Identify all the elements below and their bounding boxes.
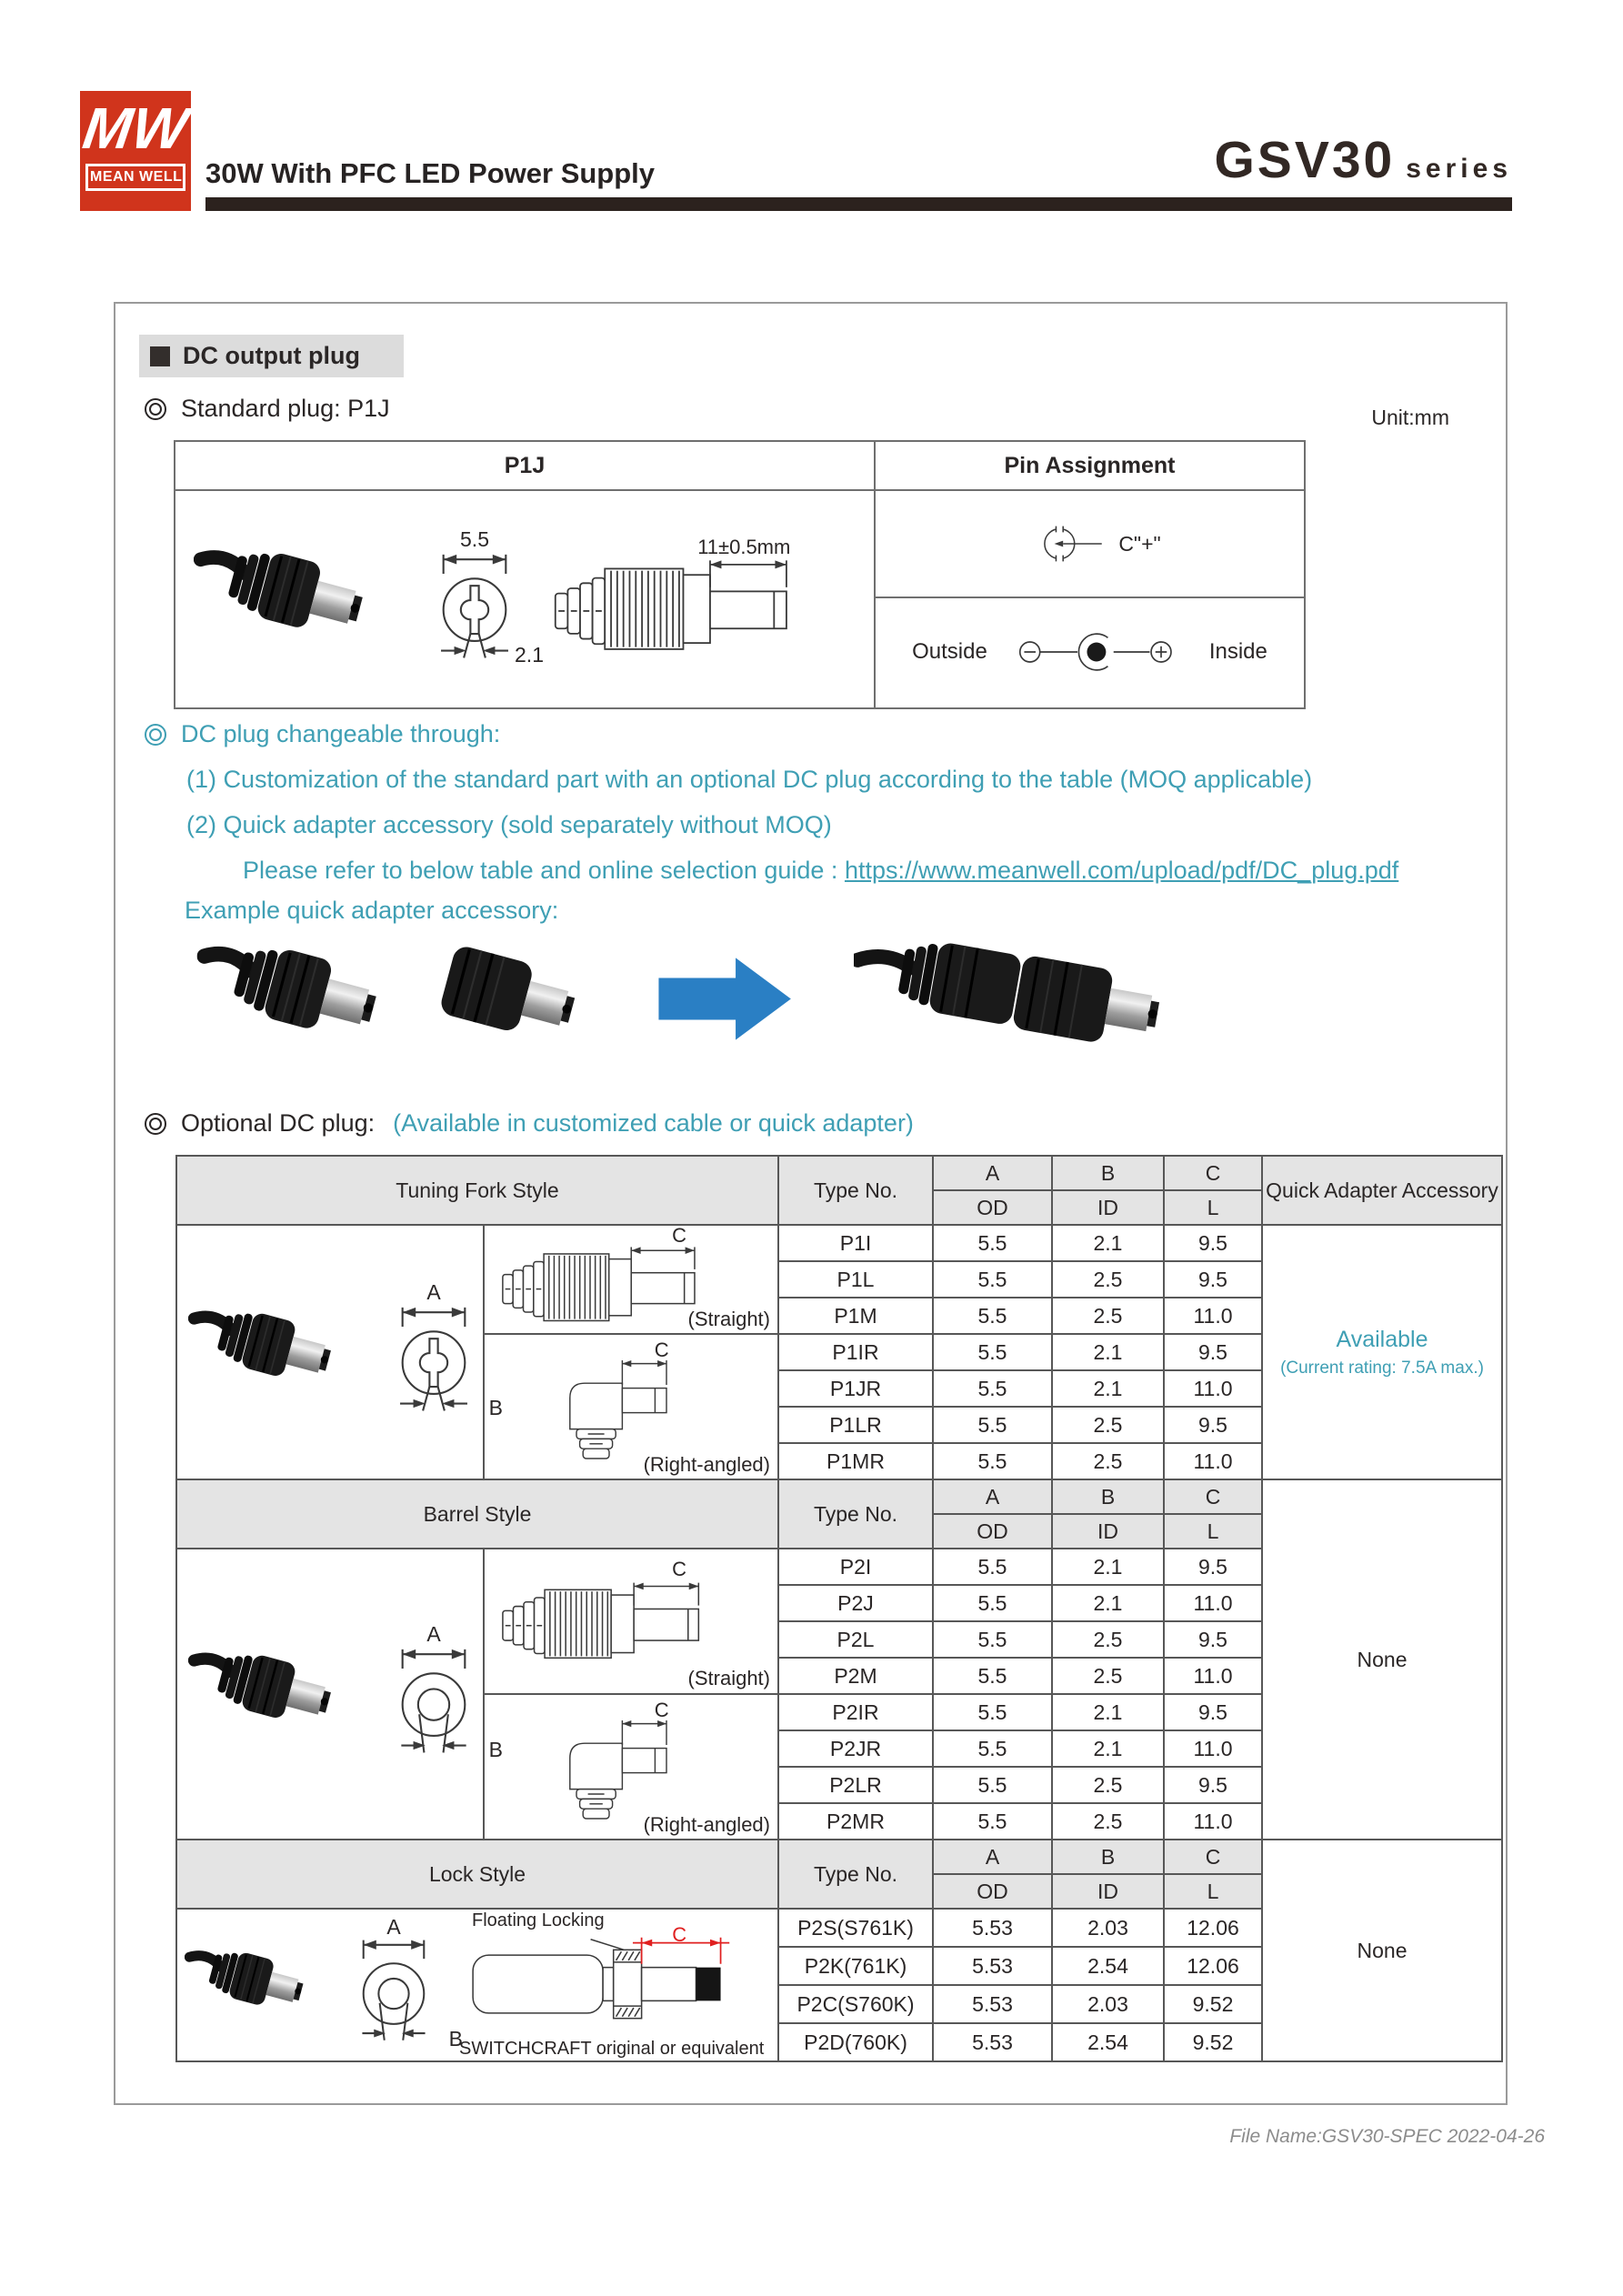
cell-od: 5.5 [933,1694,1052,1730]
cell-l: 11.0 [1164,1443,1262,1479]
cell-id: 2.1 [1052,1334,1164,1370]
cell-l: 9.5 [1164,1225,1262,1261]
cell-id: 2.5 [1052,1767,1164,1803]
straight-drawing-cell [484,1225,778,1334]
straight-drawing-block [485,1226,777,1333]
straight-plug-drawing [551,550,824,657]
col-c-header: C [1164,1156,1262,1190]
example-accessory-images [192,935,1254,1062]
cell-l: 11.0 [1164,1658,1262,1694]
file-info: File Name:GSV30-SPEC 2022-04-26 [1229,2126,1545,2147]
optional-plug-note: (Available in customized cable or quick adapter) [393,1109,914,1137]
cell-id: 2.1 [1052,1585,1164,1621]
cell-l: 9.5 [1164,1261,1262,1298]
cell-od: 5.53 [933,1947,1052,1985]
cell-type: P1LR [778,1407,933,1443]
cell-id: 2.1 [1052,1730,1164,1767]
cell-l: 12.06 [1164,1947,1262,1985]
barrel-visuals [177,1622,503,1762]
cell-type: P2D(760K) [778,2023,933,2061]
cell-od: 5.53 [933,1909,1052,1947]
col-id-header: ID [1052,1874,1164,1909]
cell-id: 2.54 [1052,2023,1164,2061]
front-view-circle-icon [385,1642,483,1762]
front-view-diagram [385,1280,503,1420]
inside-label: Inside [1208,639,1267,664]
cell-type: P1L [778,1261,933,1298]
front-view-fork-icon [426,547,524,667]
header-main [205,91,1512,211]
dim-c-label: C [654,1699,669,1721]
lock-title: Lock Style [176,1840,778,1909]
qa-current-rating-label: (Current rating: 7.5A max.) [1280,1358,1484,1378]
dim-b-label: B [488,1738,503,1761]
cell-type: P1JR [778,1370,933,1407]
quick-adapter-availability-cell [1262,1225,1502,1479]
cell-od: 5.5 [933,1298,1052,1334]
cell-id: 2.03 [1052,1985,1164,2023]
plug-side-view-diagram [551,536,833,657]
dc-plug-photo [194,539,398,659]
barrel-title: Barrel Style [176,1479,778,1549]
cell-l: 11.0 [1164,1803,1262,1840]
series-suffix: series [1406,154,1512,184]
front-view-diagram [345,1915,463,2051]
right-angled-plug-drawing [552,1704,699,1827]
cell-l: 9.52 [1164,1985,1262,2023]
lock-drawing-block [459,1910,765,2060]
logo-band [85,164,185,191]
col-l-header: L [1164,1874,1262,1909]
cell-type: P2S(S761K) [778,1909,933,1947]
cell-od: 5.5 [933,1658,1052,1694]
cell-l: 11.0 [1164,1585,1262,1621]
cell-l: 9.52 [1164,2023,1262,2061]
col-od-header: OD [933,1514,1052,1549]
cell-type: P1MR [778,1443,933,1479]
optional-plug-heading: Optional DC plug: [181,1109,376,1137]
dim-c-label: C [672,1558,686,1580]
cell-type: P2IR [778,1694,933,1730]
content-box [114,302,1508,2105]
dc-plug-photo [188,1301,361,1403]
dim-c-label: C [654,1338,669,1361]
cell-type: P2C(S760K) [778,1985,933,2023]
straight-label: (Straight) [687,1308,770,1330]
header-rule [205,197,1512,211]
dim-b-label: B [488,1396,503,1419]
cell-type: P2I [778,1549,933,1585]
cell-l: 12.06 [1164,1909,1262,1947]
adapter-photo [434,939,597,1058]
cell-od: 5.53 [933,2023,1052,2061]
outside-label: Outside [912,639,987,664]
refer-text: Please refer to below table and online selection guide : [243,857,838,884]
col-c-header: C [1164,1840,1262,1874]
table-row [176,1479,1502,1514]
right-angled-plug-drawing [552,1344,699,1467]
pin-circle-icon [1018,517,1118,570]
dc-plug-guide-link[interactable]: https://www.meanwell.com/upload/pdf/DC_plug.pdf [844,857,1399,884]
p1j-header: P1J [175,441,875,490]
dim-c-label: C [672,1224,686,1247]
cell-type: P2K(761K) [778,1947,933,1985]
tuning-fork-visuals [177,1280,503,1420]
cell-od: 5.5 [933,1621,1052,1658]
col-id-header: ID [1052,1190,1164,1225]
cell-id: 2.1 [1052,1370,1164,1407]
dim-c-label: C [672,1923,687,1946]
right-angled-drawing-cell [484,1694,778,1840]
barrel-visual-cell [176,1549,503,1840]
table-row [176,1156,1502,1190]
cell-type: P2JR [778,1730,933,1767]
lock-visuals [177,1910,777,2060]
mean-well-logo [80,91,191,211]
double-circle-bullet-icon [145,398,166,420]
refer-line [243,857,1398,885]
cell-od: 5.53 [933,1985,1052,2023]
page-header [80,91,1512,211]
cell-id: 2.5 [1052,1443,1164,1479]
lock-plug-photo [185,1941,328,2029]
p1j-visual-cell [175,490,875,708]
cell-type: P2MR [778,1803,933,1840]
table-row [176,1840,1502,1874]
cell-od: 5.5 [933,1261,1052,1298]
logo-mw-letters: MW [79,95,192,161]
cell-type: P2M [778,1658,933,1694]
cell-id: 2.5 [1052,1261,1164,1298]
lock-visual-cell [176,1909,778,2061]
dim-id-label: 2.1 [515,643,544,667]
example-accessory-label: Example quick adapter accessory: [185,897,559,924]
cell-od: 5.5 [933,1730,1052,1767]
cell-od: 5.5 [933,1803,1052,1840]
table-row [175,490,1305,708]
tuning-fork-visual-cell [176,1225,503,1479]
col-c-header: C [1164,1479,1262,1514]
dim-a-label: A [386,1915,401,1939]
cell-l: 11.0 [1164,1730,1262,1767]
section-heading-chip [139,335,404,377]
changeable-heading: DC plug changeable through: [181,720,501,747]
col-a-header: A [933,1840,1052,1874]
right-angled-label: (Right-angled) [643,1453,770,1476]
pin-polarity-diagram [876,491,1304,598]
cell-id: 2.1 [1052,1549,1164,1585]
quick-adapter-none-cell: None [1262,1840,1502,2061]
cell-l: 9.5 [1164,1334,1262,1370]
col-b-header: B [1052,1156,1164,1190]
straight-drawing-block [485,1550,777,1692]
col-od-header: OD [933,1190,1052,1225]
double-circle-bullet-icon [145,1113,166,1135]
dc-plug-photo [188,1643,361,1745]
col-a-header: A [933,1479,1052,1514]
standard-plug-label: Standard plug: P1J [181,395,390,422]
cell-id: 2.54 [1052,1947,1164,1985]
cell-od: 5.5 [933,1767,1052,1803]
outside-inside-diagram [876,598,1304,706]
cell-od: 5.5 [933,1443,1052,1479]
cell-id: 2.5 [1052,1298,1164,1334]
series-name: GSV30 [1214,131,1396,189]
cell-od: 5.5 [933,1549,1052,1585]
header-title-row [205,130,1512,197]
right-angled-label: (Right-angled) [643,1813,770,1836]
cell-id: 2.5 [1052,1803,1164,1840]
cell-type: P1I [778,1225,933,1261]
straight-label: (Straight) [687,1667,770,1689]
cell-l: 11.0 [1164,1370,1262,1407]
cell-id: 2.5 [1052,1621,1164,1658]
male-plug-photo [192,935,419,1062]
cell-od: 5.5 [933,1225,1052,1261]
col-l-header: L [1164,1514,1262,1549]
cell-od: 5.5 [933,1370,1052,1407]
cell-l: 9.5 [1164,1549,1262,1585]
double-circle-bullet-icon [145,724,166,746]
changeable-item-1: (1) Customization of the standard part with an optional DC plug according to the table (MOQ applicable) [186,766,1313,793]
dim-od-label: 5.5 [460,527,489,551]
pin-center-label: C"+" [1118,531,1161,556]
front-view-fork-icon [385,1300,483,1420]
cell-id: 2.5 [1052,1658,1164,1694]
logo-mean-well-label: MEAN WELL [90,169,183,185]
document-title: 30W With PFC LED Power Supply [205,157,656,189]
cell-l: 9.5 [1164,1621,1262,1658]
p1j-table [174,440,1306,709]
section-heading-label: DC output plug [183,342,360,369]
quick-adapter-header: Quick Adapter Accessory [1262,1156,1502,1225]
switchcraft-label: SWITCHCRAFT original or equivalent [459,2039,765,2059]
cell-type: P1IR [778,1334,933,1370]
col-b-header: B [1052,1479,1164,1514]
cell-id: 2.5 [1052,1407,1164,1443]
tuning-fork-title: Tuning Fork Style [176,1156,778,1225]
polarity-symbol-icon [1007,631,1189,673]
col-type-header: Type No. [778,1479,933,1549]
right-angled-drawing-cell [484,1334,778,1479]
dim-a-label: A [426,1622,441,1646]
square-bullet-icon [150,346,170,366]
straight-drawing-cell [484,1549,778,1694]
dim-b-label: B [448,2027,463,2050]
standard-plug-row [145,395,390,423]
qa-available-label: Available [1336,1326,1428,1352]
col-a-header: A [933,1156,1052,1190]
table-row [176,1225,1502,1261]
dim-length-label: 11±0.5mm [697,536,791,558]
plug-front-view-diagram [426,527,544,667]
optional-dc-plug-table [175,1155,1503,2062]
cell-od: 5.5 [933,1334,1052,1370]
cell-od: 5.5 [933,1585,1052,1621]
cell-type: P2J [778,1585,933,1621]
front-view-diagram [385,1622,503,1762]
floating-locking-label: Floating Locking [472,1910,605,1930]
col-id-header: ID [1052,1514,1164,1549]
cell-l: 11.0 [1164,1298,1262,1334]
col-od-header: OD [933,1874,1052,1909]
cell-id: 2.1 [1052,1225,1164,1261]
series-title [1214,130,1512,190]
cell-type: P2L [778,1621,933,1658]
cell-id: 2.03 [1052,1909,1164,1947]
cell-od: 5.5 [933,1407,1052,1443]
dim-a-label: A [426,1280,441,1304]
pin-assignment-header: Pin Assignment [875,441,1305,490]
col-type-header: Type No. [778,1840,933,1909]
unit-label: Unit:mm [1371,406,1449,429]
changeable-item-2: (2) Quick adapter accessory (sold separately without MOQ) [186,811,832,838]
p1j-visuals [175,527,874,667]
optional-plug-heading-row [145,1109,914,1138]
cell-type: P2LR [778,1767,933,1803]
right-arrow-icon [657,951,794,1047]
lock-plug-drawing [465,1932,746,2036]
pin-assignment-cell [875,490,1305,708]
changeable-heading-row [145,720,1398,748]
cell-l: 9.5 [1164,1407,1262,1443]
col-type-header: Type No. [778,1156,933,1225]
joined-plug-photo [854,935,1254,1062]
front-view-circle-icon [345,1933,443,2050]
cell-id: 2.1 [1052,1694,1164,1730]
right-angled-drawing-block [485,1695,777,1839]
straight-plug-drawing [501,1574,728,1665]
col-l-header: L [1164,1190,1262,1225]
quick-adapter-none-cell: None [1262,1479,1502,1840]
col-b-header: B [1052,1840,1164,1874]
cell-l: 9.5 [1164,1767,1262,1803]
dc-plug-changeable-block [145,720,1398,885]
table-row [175,441,1305,490]
cell-l: 9.5 [1164,1694,1262,1730]
cell-type: P1M [778,1298,933,1334]
right-angled-drawing-block [485,1335,777,1479]
